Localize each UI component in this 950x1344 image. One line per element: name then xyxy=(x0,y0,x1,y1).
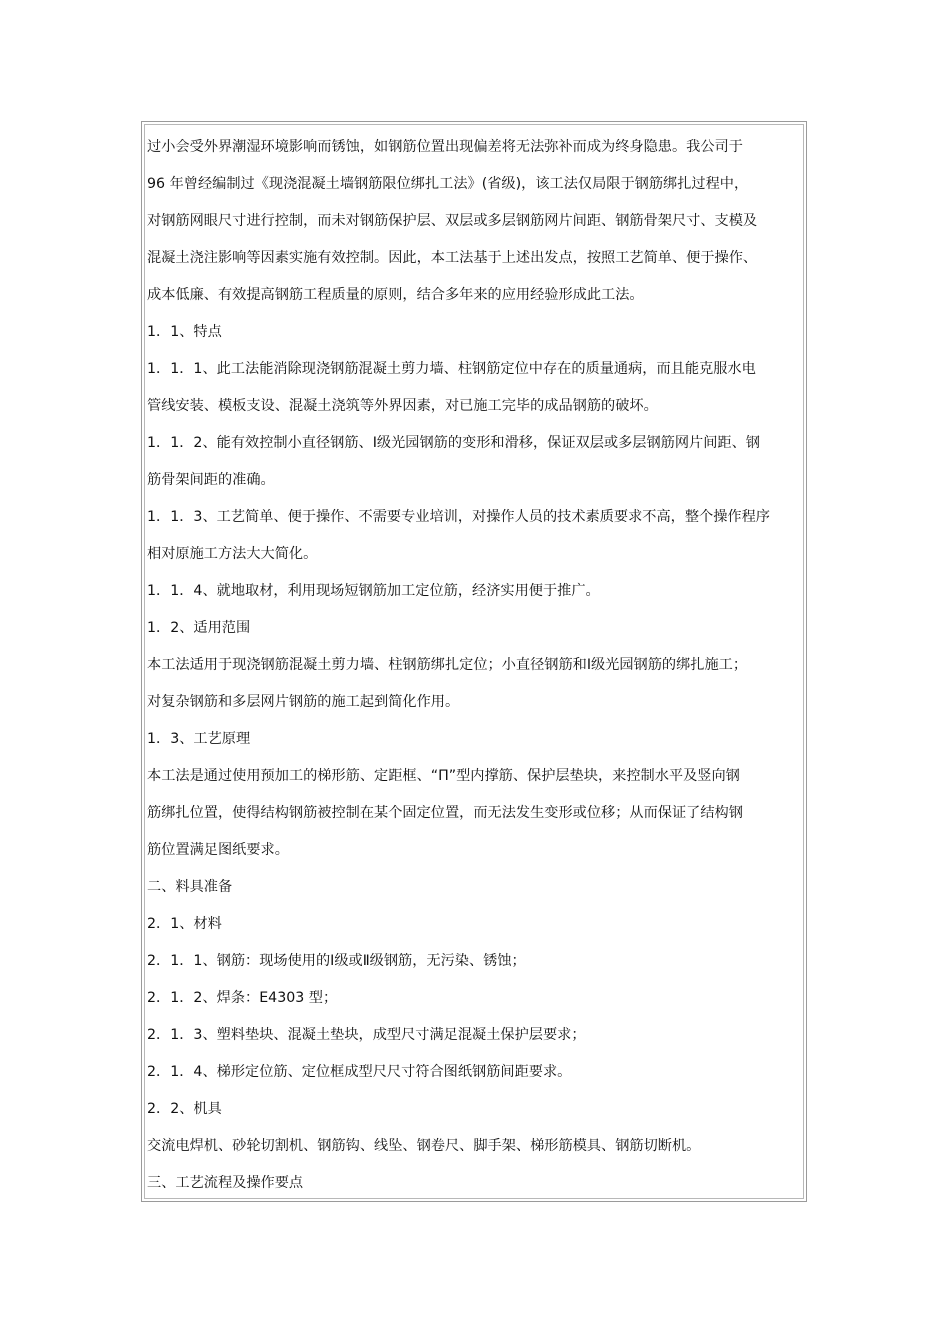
paragraph-line: 成本低廉、有效提高钢筋工程质量的原则，结合多年来的应用经验形成此工法。 xyxy=(147,287,644,303)
document-frame-inner xyxy=(144,124,804,1199)
paragraph-line: 相对原施工方法大大简化。 xyxy=(147,546,318,562)
paragraph-line: 筋骨架间距的准确。 xyxy=(147,472,275,488)
paragraph-line: 96 年曾经编制过《现浇混凝土墙钢筋限位绑扎工法》(省级)，该工法仅局限于钢筋绑扎过程中， xyxy=(147,176,749,192)
paragraph-line: 筋位置满足图纸要求。 xyxy=(147,842,289,858)
paragraph-line: 2．1．3、塑料垫块、混凝土垫块，成型尺寸满足混凝土保护层要求； xyxy=(147,1027,586,1043)
paragraph-line: 2．1．2、焊条：E4303 型； xyxy=(147,990,338,1006)
paragraph-line: 2．1．4、梯形定位筋、定位框成型尺尺寸符合图纸钢筋间距要求。 xyxy=(147,1064,572,1080)
paragraph-line: 本工法是通过使用预加工的梯形筋、定距框、“Π”型内撑筋、保护层垫块，来控制水平及竖向钢 xyxy=(147,768,740,784)
chapter-heading: 三、工艺流程及操作要点 xyxy=(147,1175,304,1191)
section-heading: 1．2、适用范围 xyxy=(147,620,251,636)
paragraph-line: 对钢筋网眼尺寸进行控制，而未对钢筋保护层、双层或多层钢筋网片间距、钢筋骨架尺寸、支模及 xyxy=(147,213,758,229)
section-heading: 2．1、材料 xyxy=(147,916,222,932)
document-body xyxy=(147,129,804,1199)
paragraph-line: 1．1．3、工艺简单、便于操作、不需要专业培训，对操作人员的技术素质要求不高，整个操作程序 xyxy=(147,509,770,525)
paragraph-line: 混凝土浇注影响等因素实施有效控制。因此，本工法基于上述出发点，按照工艺简单、便于操作、 xyxy=(147,250,758,266)
section-heading: 1．1、特点 xyxy=(147,324,222,340)
document-frame xyxy=(141,121,807,1202)
section-heading: 1．3、工艺原理 xyxy=(147,731,251,747)
paragraph-line: 2．1．1、钢筋：现场使用的Ⅰ级或Ⅱ级钢筋，无污染、锈蚀； xyxy=(147,953,526,969)
paragraph-line: 交流电焊机、砂轮切割机、钢筋钩、线坠、钢卷尺、脚手架、梯形筋模具、钢筋切断机。 xyxy=(147,1138,701,1154)
paragraph-line: 对复杂钢筋和多层网片钢筋的施工起到简化作用。 xyxy=(147,694,460,710)
paragraph-line: 1．1．1、此工法能消除现浇钢筋混凝土剪力墙、柱钢筋定位中存在的质量通病，而且能克服水电 xyxy=(147,361,756,377)
paragraph-line: 1．1．2、能有效控制小直径钢筋、Ⅰ级光园钢筋的变形和滑移，保证双层或多层钢筋网片间距、钢 xyxy=(147,435,760,451)
section-heading: 2．2、机具 xyxy=(147,1101,222,1117)
paragraph-line: 筋绑扎位置，使得结构钢筋被控制在某个固定位置，而无法发生变形或位移；从而保证了结构钢 xyxy=(147,805,743,821)
paragraph-line: 本工法适用于现浇钢筋混凝土剪力墙、柱钢筋绑扎定位；小直径钢筋和Ⅰ级光园钢筋的绑扎施工； xyxy=(147,657,748,673)
paragraph-line: 管线安装、模板支设、混凝土浇筑等外界因素，对已施工完毕的成品钢筋的破坏。 xyxy=(147,398,658,414)
chapter-heading: 二、料具准备 xyxy=(147,879,233,895)
paragraph-line: 过小会受外界潮湿环境影响而锈蚀，如钢筋位置出现偏差将无法弥补而成为终身隐患。我公司于 xyxy=(147,139,743,155)
paragraph-line: 1．1．4、就地取材，利用现场短钢筋加工定位筋，经济实用便于推广。 xyxy=(147,583,600,599)
